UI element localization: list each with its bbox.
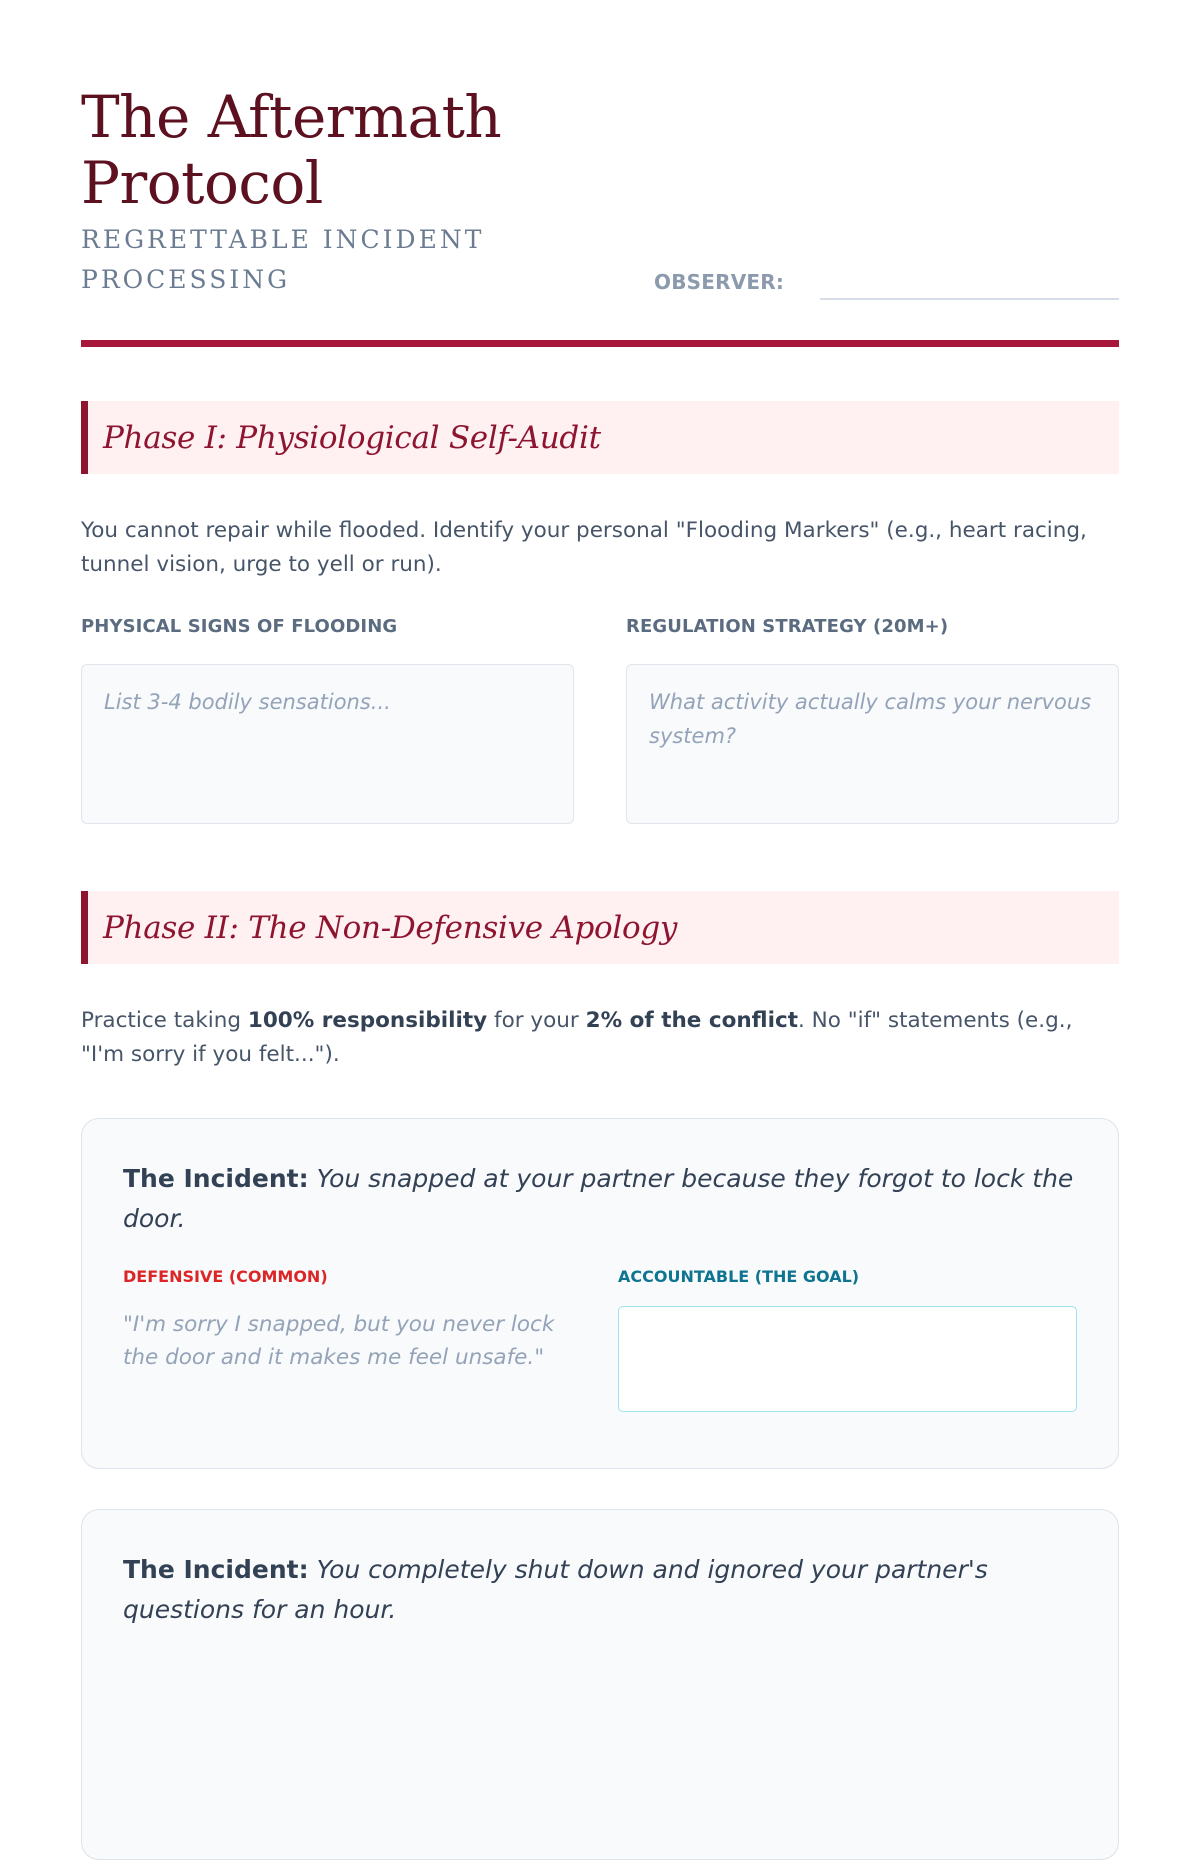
phase-1-intro: You cannot repair while flooded. Identify your personal "Flooding Markers" (e.g., heart racing, tunnel vision, urge to yell or run). [81,518,1087,577]
regulation-strategy-placeholder: What activity actually calms your nervous system? [649,690,1092,748]
defensive-example: "I'm sorry I snapped, but you never lock the door and it makes me feel unsafe." [123,1312,555,1370]
observer-field [654,262,1119,300]
phase-1-header [81,401,1119,474]
phase-2-title: Phase II: The Non-Defensive Apology [103,909,678,946]
document-subtitle: REGRETTABLE INCIDENT PROCESSING [81,225,485,294]
phase-2-intro-part3: . No "if" statements (e.g., "I'm sorry if you felt..."). [81,1008,1073,1067]
incident-comparison [123,1267,1077,1417]
flooding-signs-textarea[interactable] [81,664,574,824]
defensive-label: DEFENSIVE (COMMON) [123,1267,328,1286]
defensive-column [123,1267,582,1417]
document-title: The Aftermath Protocol [81,83,502,217]
incident-text: You completely shut down and ignored your partner's questions for an hour. [123,1555,988,1624]
incident-prefix: The Incident: [123,1164,309,1193]
phase-1-fields [81,616,1119,824]
regulation-strategy-textarea[interactable] [626,664,1119,824]
phase-2-intro [81,1004,1119,1072]
phase-1-title: Phase I: Physiological Self-Audit [103,419,601,456]
observer-label: OBSERVER: [654,270,785,294]
flooding-signs-placeholder: List 3-4 bodily sensations... [104,690,391,714]
header-divider [81,340,1119,347]
flooding-signs-column [81,616,574,824]
incident-description [123,1550,1077,1630]
incident-card [81,1509,1119,1860]
phase-2-intro-bold1: 100% responsibility [247,1008,488,1033]
phase-2-intro-part1: Practice taking [81,1008,248,1033]
document-header [81,0,1119,347]
accountable-column [618,1267,1077,1417]
flooding-signs-label: PHYSICAL SIGNS OF FLOODING [81,616,398,637]
phase-2-intro-bold2: 2% of the conflict [585,1008,799,1033]
incident-card [81,1118,1119,1469]
phase-2-intro-part2: for your [487,1008,586,1033]
accountable-label: ACCOUNTABLE (THE GOAL) [618,1267,860,1286]
regulation-strategy-column [626,616,1119,824]
incident-description [123,1159,1077,1239]
observer-input[interactable] [820,262,1119,300]
phase-2-header [81,891,1119,964]
incident-text: You snapped at your partner because they forgot to lock the door. [123,1164,1074,1233]
incident-prefix: The Incident: [123,1555,309,1584]
regulation-strategy-label: REGULATION STRATEGY (20M+) [626,616,949,637]
phase-1-section [81,401,1119,824]
accountable-input[interactable] [618,1306,1077,1412]
phase-2-section [81,891,1119,1860]
